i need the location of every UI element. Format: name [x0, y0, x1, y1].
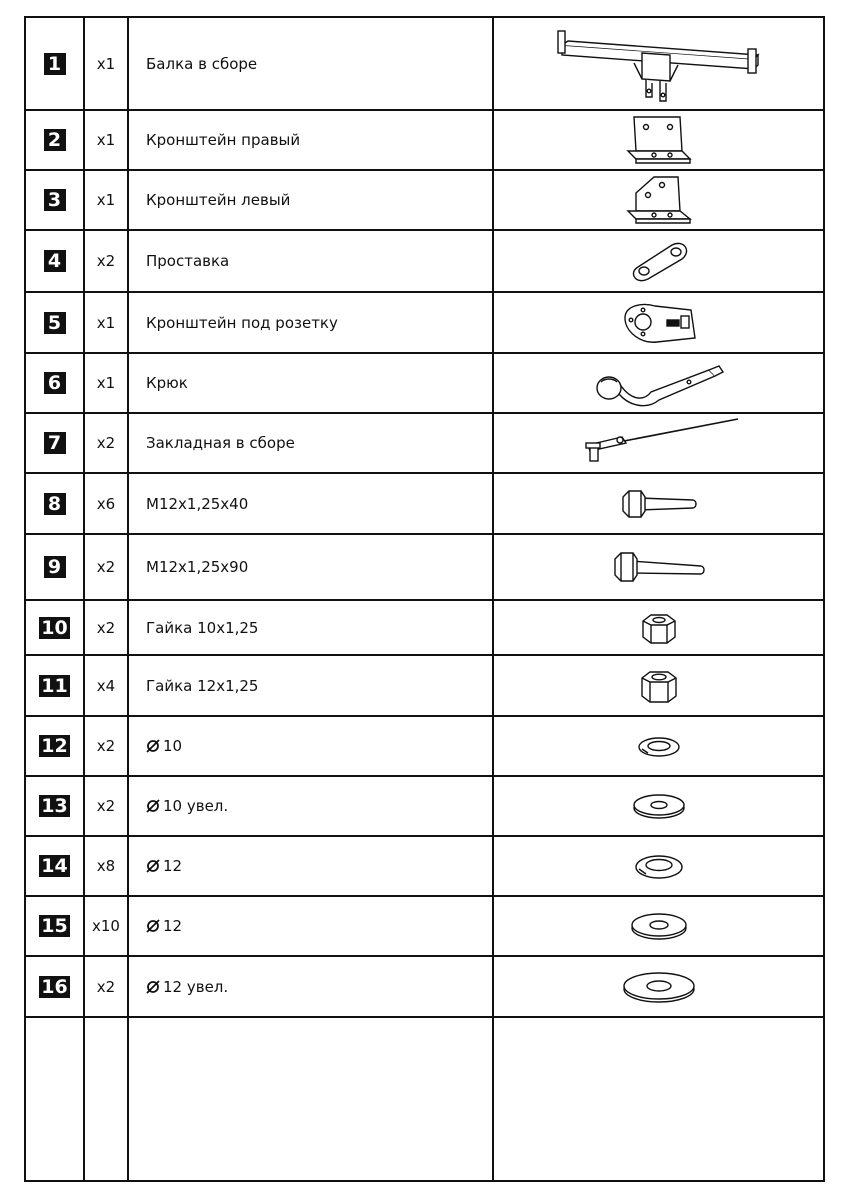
table-row [25, 956, 824, 1017]
spring-washer-small-icon [634, 731, 684, 761]
table-row [25, 776, 824, 836]
item-quantity: x2 [84, 716, 128, 776]
item-number: 16 [41, 975, 68, 998]
item-number: 6 [44, 372, 66, 394]
table-row [25, 413, 824, 473]
item-number: 14 [41, 855, 68, 877]
item-name: Проставка [128, 230, 493, 292]
item-number: 15 [41, 915, 68, 937]
spring-washer-icon [631, 849, 687, 883]
item-quantity: x10 [84, 896, 128, 956]
diameter-icon [146, 980, 160, 994]
item-number: 10 [41, 616, 68, 639]
item-number: 7 [44, 432, 66, 454]
diameter-icon [146, 799, 160, 813]
tow-ball-hook-icon [589, 356, 729, 410]
table-row [25, 716, 824, 776]
item-quantity: x6 [84, 473, 128, 534]
nut-small-icon [637, 611, 681, 645]
item-name: M12x1,25x90 [128, 534, 493, 600]
item-name: Кронштейн правый [128, 110, 493, 170]
item-number: 1 [44, 53, 66, 75]
parts-list-table [24, 16, 825, 1182]
item-name: Кронштейн под розетку [128, 292, 493, 353]
item-name: Кронштейн левый [128, 170, 493, 230]
item-quantity: x2 [84, 600, 128, 655]
item-number: 9 [44, 556, 66, 578]
nut-icon [636, 668, 682, 704]
table-row [25, 17, 824, 110]
towbar-beam-icon [554, 23, 764, 105]
item-number: 3 [44, 189, 66, 211]
item-name: M12x1,25x40 [128, 473, 493, 534]
table-row [25, 170, 824, 230]
bolt-short-icon [619, 487, 699, 521]
table-row [25, 353, 824, 413]
table-row [25, 655, 824, 716]
item-quantity: x2 [84, 413, 128, 473]
diameter-icon [146, 739, 160, 753]
spacer-plate-icon [626, 237, 692, 285]
embedded-plate-assembly-icon [574, 415, 744, 471]
left-bracket-icon [624, 173, 694, 227]
item-quantity: x4 [84, 655, 128, 716]
table-row [25, 896, 824, 956]
item-quantity: x1 [84, 292, 128, 353]
item-quantity: x1 [84, 17, 128, 110]
item-name: Балка в сборе [128, 17, 493, 110]
item-number: 4 [44, 250, 66, 272]
item-name: Крюк [128, 353, 493, 413]
item-quantity: x2 [84, 534, 128, 600]
item-quantity: x8 [84, 836, 128, 896]
item-quantity: x1 [84, 170, 128, 230]
item-quantity: x2 [84, 956, 128, 1017]
table-row [25, 230, 824, 292]
flat-washer-xl-icon [619, 968, 699, 1006]
item-number: 13 [41, 795, 68, 817]
flat-washer-icon [628, 909, 690, 943]
diameter-icon [146, 919, 160, 933]
item-number: 2 [44, 129, 66, 151]
item-name: 10 [163, 737, 183, 755]
flat-washer-large-icon [629, 791, 689, 821]
item-quantity: x1 [84, 353, 128, 413]
table-row [25, 292, 824, 353]
item-number: 12 [41, 735, 68, 757]
table-row [25, 110, 824, 170]
table-row [25, 534, 824, 600]
item-quantity: x1 [84, 110, 128, 170]
item-number: 11 [41, 674, 68, 697]
item-name: 12 увел. [163, 977, 229, 996]
item-quantity: x2 [84, 776, 128, 836]
item-name: 12 [163, 917, 183, 935]
item-number: 5 [44, 312, 66, 334]
table-row [25, 473, 824, 534]
bolt-long-icon [611, 549, 707, 585]
diameter-icon [146, 859, 160, 873]
table-row [25, 836, 824, 896]
item-name: 12 [163, 857, 183, 875]
item-name: Закладная в сборе [128, 413, 493, 473]
socket-bracket-icon [617, 298, 701, 348]
item-name: 10 увел. [163, 797, 229, 815]
item-number: 8 [44, 493, 66, 515]
table-row [25, 600, 824, 655]
item-name: Гайка 10x1,25 [128, 600, 493, 655]
table-row-empty [25, 1017, 824, 1181]
item-quantity: x2 [84, 230, 128, 292]
item-name: Гайка 12x1,25 [128, 655, 493, 716]
right-bracket-icon [624, 113, 694, 167]
